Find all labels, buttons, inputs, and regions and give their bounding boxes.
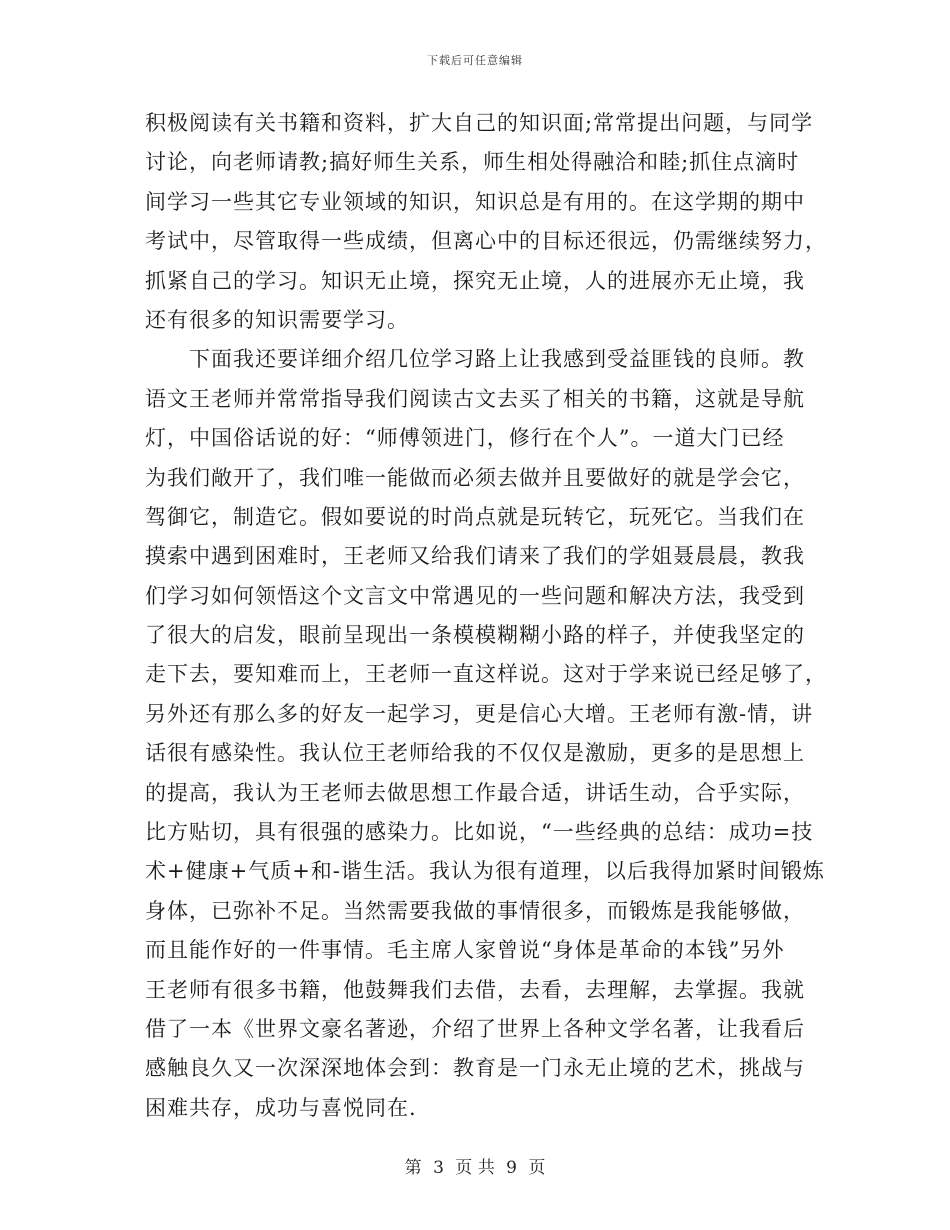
page-suffix: 页 — [528, 1158, 546, 1178]
text-line: 间学习一些其它专业领域的知识，知识总是有用的。在这学期的期中 — [145, 189, 805, 214]
page-header: 下载后可任意编辑 — [427, 54, 523, 67]
text-line: 讨论，向老师请教;搞好师生关系，师生相处得融洽和睦;抓住点滴时 — [145, 150, 800, 175]
document-body — [145, 104, 827, 1128]
text-line: 另外还有那么多的好友一起学习，更是信心大增。王老师有激-情，讲 — [145, 701, 814, 726]
text-line: 走下去，要知难而上，王老师一直这样说。这对于学来说已经足够了， — [145, 662, 827, 687]
text-line: 还有很多的知识需要学习。 — [145, 307, 409, 332]
text-line: 术+健康+气质+和-谐生活。我认为很有道理，以后我得加紧时间锻炼 — [145, 859, 825, 884]
text-line: 灯，中国俗话说的好：“师傅领进门，修行在个人”。一道大门已经 — [145, 426, 785, 451]
page-number-current: 3 — [433, 1158, 444, 1178]
text-line: 了很大的启发，眼前呈现出一条模模糊糊小路的样子，并使我坚定的 — [145, 623, 805, 648]
page-number-total: 9 — [506, 1158, 517, 1178]
text-line: 感触良久又一次深深地体会到：教育是一门永无止境的艺术，挑战与 — [145, 1056, 805, 1081]
text-line: 的提高，我认为王老师去做思想工作最合适，讲话生动，合乎实际， — [145, 780, 805, 805]
text-line: 困难共存，成功与喜悦同在. — [145, 1095, 417, 1120]
text-line: 们学习如何领悟这个文言文中常遇见的一些问题和解决方法，我受到 — [145, 583, 805, 608]
text-line: 为我们敞开了，我们唯一能做而必须去做并且要做好的就是学会它， — [145, 465, 805, 490]
text-line: 比方贴切，具有很强的感染力。比如说，“一些经典的总结：成功=技 — [145, 820, 814, 845]
text-line: 而且能作好的一件事情。毛主席人家曾说“身体是革命的本钱”另外 — [145, 938, 785, 963]
text-line: 下面我还要详细介绍几位学习路上让我感到受益匪钱的良师。教 — [145, 347, 805, 372]
text-line: 借了一本《世界文豪名著逊，介绍了世界上各种文学名著，让我看后 — [145, 1016, 805, 1041]
text-line: 身体，已弥补不足。当然需要我做的事情很多，而锻炼是我能够做， — [145, 898, 805, 923]
text-line: 话很有感染性。我认位王老师给我的不仅仅是激励，更多的是思想上 — [145, 741, 805, 766]
text-line: 考试中，尽管取得一些成绩，但离心中的目标还很远，仍需继续努力， — [145, 229, 827, 254]
page-prefix: 第 — [404, 1158, 422, 1178]
text-line: 语文王老师并常常指导我们阅读古文去买了相关的书籍，这就是导航 — [145, 386, 805, 411]
page-middle-text: 页 共 — [455, 1158, 495, 1178]
text-line: 摸索中遇到困难时，王老师又给我们请来了我们的学姐聂晨晨，教我 — [145, 544, 805, 569]
text-line: 积极阅读有关书籍和资料，扩大自己的知识面;常常提出问题，与同学 — [145, 111, 814, 135]
page-footer — [0, 1153, 950, 1178]
text-line: 驾御它，制造它。假如要说的时尚点就是玩转它，玩死它。当我们在 — [145, 504, 805, 529]
text-line: 抓紧自己的学习。知识无止境，探究无止境，人的进展亦无止境，我 — [145, 268, 805, 293]
text-line: 王老师有很多书籍，他鼓舞我们去借，去看，去理解，去掌握。我就 — [145, 977, 805, 1002]
